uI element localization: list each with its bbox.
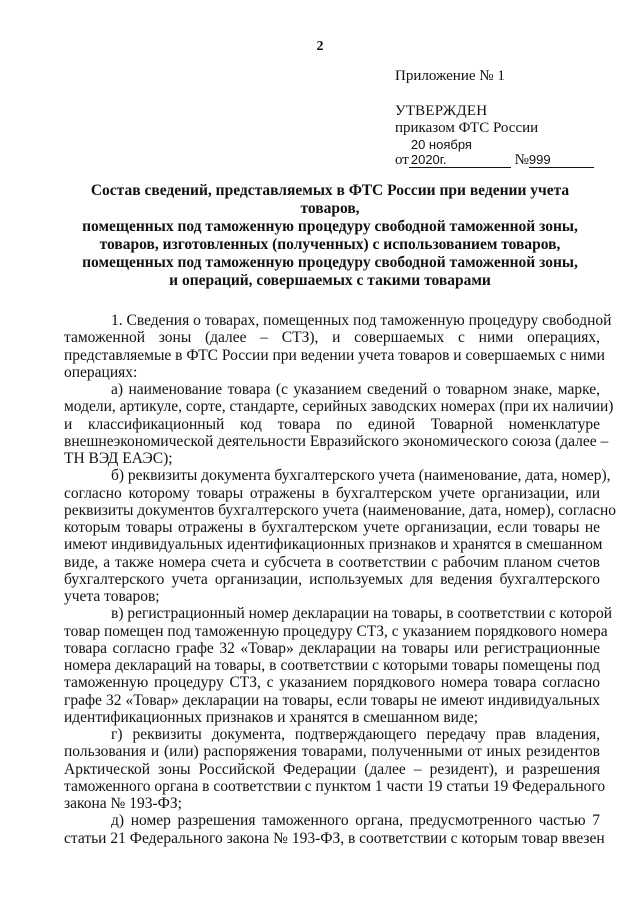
- text-line: графе 32 «Товар» декларации на товары, если товары не имеют индивидуальных: [64, 691, 600, 709]
- text-line: ТН ВЭД ЕАЭС);: [64, 450, 173, 467]
- page-number: 2: [316, 39, 324, 54]
- order-date-line: [395, 137, 594, 169]
- text-line: таможенного органа в соответствии с пунктом 1 части 19 статьи 19 Федерального: [64, 777, 606, 795]
- title-line: товаров, изготовленных (полученных) с использованием товаров,: [99, 236, 561, 253]
- text-line: д) номер разрешения таможенного органа, предусмотренного частью 7: [111, 812, 600, 830]
- paragraph: [64, 381, 614, 467]
- text-line: товар помещен под таможенную процедуру СТЗ, с указанием порядкового номера: [64, 622, 608, 640]
- text-line: виде, а также номера счета и субсчета в соответствии с рабочим планом счетов: [64, 553, 600, 571]
- text-line: а) наименование товара (с указанием сведений о товарном знаке, марке,: [111, 381, 600, 398]
- text-line: реквизиты документов бухгалтерского учета (наименование, дата, номер), согласно: [64, 501, 617, 519]
- title-line: помещенных под таможенную процедуру свободной таможенной зоны,: [82, 254, 578, 271]
- order-date: 20 ноября 2020г.: [409, 137, 511, 168]
- text-line: б) реквизиты документа бухгалтерского учета (наименование, дата, номер),: [111, 467, 611, 485]
- text-line: которым товары отражены в бухгалтерском учете организации, если товары не: [64, 519, 600, 536]
- text-line: имеют индивидуальных идентификационных признаков и хранятся в смешанном: [64, 536, 603, 554]
- document-body: [64, 312, 617, 847]
- text-line: г) реквизиты документа, подтверждающего передачу прав владения,: [111, 726, 600, 743]
- title-line: и операций, совершаемых с такими товарами: [169, 272, 491, 289]
- text-line: статьи 21 Федерального закона № 193-ФЗ, в соответствии с которым товар ввезен: [64, 829, 605, 847]
- text-line: 1. Сведения о товарах, помещенных под таможенную процедуру свободной: [111, 312, 612, 329]
- order-number: 999: [529, 152, 594, 168]
- text-line: товара согласно графе 32 «Товар» декларации на товары или регистрационные: [64, 639, 600, 657]
- appendix-label: Приложение № 1: [395, 68, 505, 84]
- text-line: таможенную процедуру СТЗ, с указанием порядкового номера товара согласно: [64, 674, 600, 692]
- approved-label: УТВЕРЖДЕН: [395, 103, 488, 119]
- paragraph: [64, 605, 613, 726]
- text-line: идентификационных признаков и хранятся в смешанном виде;: [64, 708, 479, 726]
- text-line: представляемые в ФТС России при ведении учета товаров и совершаемых с ними: [64, 346, 605, 364]
- order-by-label: приказом ФТС России: [395, 120, 539, 136]
- text-line: согласно которому товары отражены в бухгалтерском учете организации, или: [64, 484, 600, 502]
- text-line: номера деклараций на товары, в соответствии с которыми товары помещены под: [64, 657, 600, 674]
- paragraph: [64, 312, 612, 381]
- document-title: [60, 182, 600, 290]
- paragraph: [64, 726, 606, 812]
- paragraph: [64, 812, 605, 847]
- date-prefix: от: [395, 152, 409, 168]
- text-line: бухгалтерского учета организации, используемых для ведения бухгалтерского: [64, 570, 600, 588]
- text-line: закона № 193-ФЗ;: [64, 795, 182, 812]
- title-line: Состав сведений, представляемых в ФТС России при ведении учета товаров,: [90, 182, 570, 217]
- text-line: в) регистрационный номер декларации на товары, в соответствии с которой: [111, 605, 613, 623]
- title-line: помещенных под таможенную процедуру свободной таможенной зоны,: [82, 218, 578, 235]
- number-prefix: №: [514, 152, 529, 168]
- text-line: Арктической зоны Российской Федерации (далее – резидент), и разрешения: [64, 760, 600, 778]
- text-line: учета товаров;: [64, 588, 160, 605]
- text-line: таможенной зоны (далее – СТЗ), и совершаемых с ними операциях,: [64, 329, 600, 347]
- text-line: пользования и (или) распоряжения товарами, полученными от иных резидентов: [64, 743, 600, 761]
- text-line: модели, артикуле, сорте, стандарте, серийных заводских номерах (при их наличии): [64, 398, 614, 416]
- text-line: и классификационный код товара по единой Товарной номенклатуре: [64, 415, 600, 433]
- paragraph: [64, 467, 617, 605]
- text-line: внешнеэкономической деятельности Евразийского экономического союза (далее –: [64, 432, 609, 450]
- text-line: операциях:: [64, 363, 138, 381]
